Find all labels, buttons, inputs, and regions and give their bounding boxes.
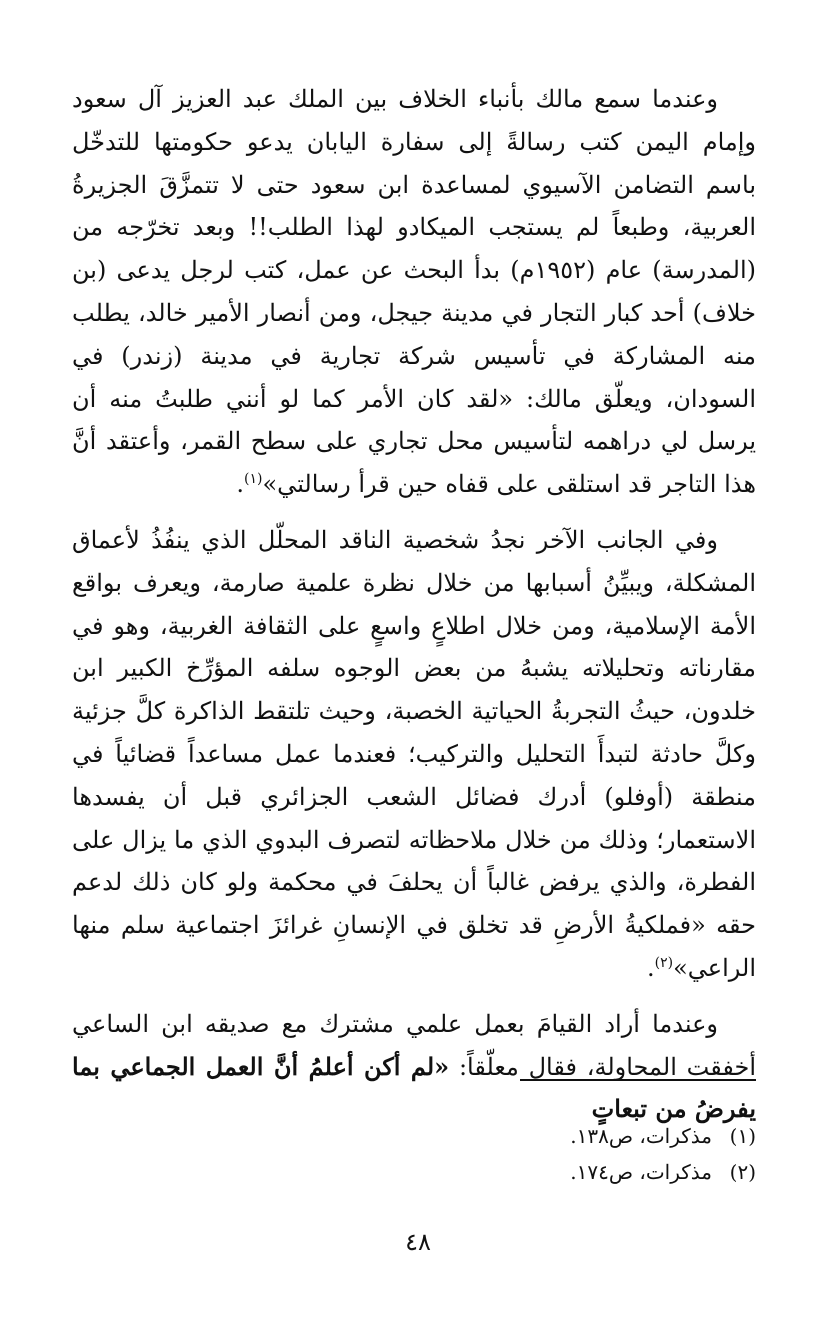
paragraph-2-text: وفي الجانب الآخر نجدُ شخصية الناقد المحلّل الذي ينفُذُ لأعماق المشكلة، ويبيِّنُ أسبابها من خلال نظرة علمية صارمة، ويعرف بواقع الأمة الإسلامية، ومن خلال اطلاعٍ واسعٍ على الثقافة الغربية، وهو في مقارناته وتحليلاته يشبهُ من بعض الوجوه سلفه المؤرِّخ الكبير ابن خلدون، حيثُ التجربةُ الحياتية الخصبة، وحيث تلتقط الذاكرة كلَّ جزئية وكلَّ حادثة لتبدأَ التحليل والتركيب؛ فعندما عمل مساعداً قضائياً في منطقة (أوفلو) أدرك فضائل الشعب الجزائري قبل أن يفسدها الاستعمار؛ وذلك من خلال ملاحظاته لتصرف البدوي الذي ما يزال على الفطرة، والذي يرفض غالباً أن يحلفَ في محكمة ولو كان ذلك لدعم حقه «فملكيةُ الأرضِ قد تخلق في الإنسانِ غرائزَ اجتماعية سلم منها الراعي»	[72, 525, 757, 982]
paragraph-3-quote: «لم أكن أعلمُ أنَّ العمل الجماعي بما يفرضُ من تبعاتٍ	[72, 1051, 756, 1124]
paragraph-2	[72, 519, 756, 990]
footnote-1-number: (١)	[729, 1124, 756, 1148]
footnote-2-number: (٢)	[729, 1160, 756, 1184]
paragraph-3-lead: وعندما أراد القيامَ بعمل علمي مشترك مع صديقه ابن الساعي أخفقت المحاولة، فقال معلّقاً:	[72, 1009, 756, 1081]
footnote-ref-2: (٢)	[654, 954, 674, 971]
paragraph-2-end: .	[646, 953, 655, 982]
paragraph-1-text: وعندما سمع مالك بأنباء الخلاف بين الملك عبد العزيز آل سعود وإمام اليمن كتب رسالةً إلى سفارة اليابان يدعو حكومتها للتدخّل باسم التضامن الآسيوي لمساعدة ابن سعود حتى لا تتمزَّقَ الجزيرةُ العربية، وطبعاً لم يستجب الميكادو لهذا الطلب!! وبعد تخرّجه من (المدرسة) عام (١٩٥٢م) بدأ البحث عن عمل، كتب لرجل يدعى (بن خلاف) أحد كبار التجار في مدينة جيجل، ومن أنصار الأمير خالد، يطلب منه المشاركة في تأسيس شركة تجارية في مدينة (زندر) في السودان، ويعلّق مالك: «لقد كان الأمر كما لو أنني طلبتُ منه أن يرسل لي دراهمه لتأسيس محل تجاري على سطح القمر، وأعتقد أنَّ هذا التاجر قد استلقى على قفاه حين قرأ رسالتي»	[72, 85, 757, 499]
footnote-divider	[520, 1079, 756, 1081]
footnote-1-text: مذكرات، ص١٣٨.	[570, 1124, 712, 1148]
footnote-1	[356, 1118, 756, 1154]
paragraph-1	[72, 78, 756, 506]
footnotes	[356, 1118, 756, 1190]
paragraph-3	[72, 1003, 756, 1131]
footnote-2-text: مذكرات، ص١٧٤.	[570, 1160, 712, 1184]
paragraph-1-end: .	[236, 470, 245, 499]
footnote-ref-1: (١)	[244, 471, 263, 488]
page-body	[72, 78, 756, 1131]
page-number: ٤٨	[405, 1228, 431, 1256]
footnote-2	[356, 1154, 756, 1190]
